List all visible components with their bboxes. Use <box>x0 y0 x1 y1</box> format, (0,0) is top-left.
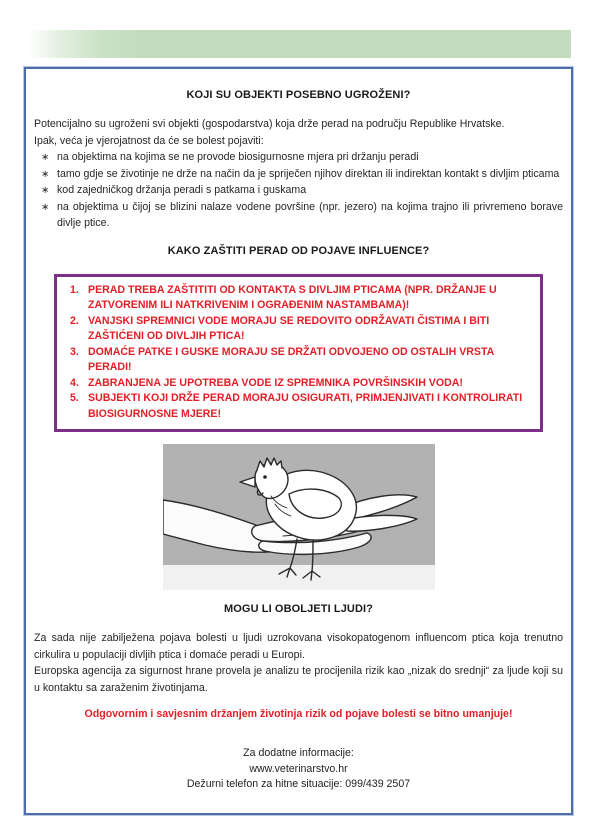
bullet-text: kod zajedničkog držanja peradi s patkama i guskama <box>57 184 307 196</box>
asterisk-bullet-icon: ∗ <box>41 152 50 163</box>
protection-rule-item <box>61 314 532 345</box>
bullet-item <box>34 166 563 183</box>
contact-info-label: Za dodatne informacije: <box>243 747 354 759</box>
contact-info <box>34 746 563 793</box>
bullet-text: tamo gdje se životinje ne drže na način da je spriječen njihov direktan ili indirektan kontakt s divljim pticama <box>57 167 560 180</box>
section-title-threats: KOJI SU OBJEKTI POSEBNO UGROŽENI? <box>186 89 411 101</box>
rule-text: ZABRANJENA JE UPOTREBA VODE IZ SPREMNIKA POVRŠINSKIH VODA! <box>88 376 463 389</box>
protection-rule-item <box>61 391 532 422</box>
protection-rule-item <box>61 345 532 376</box>
bullet-item <box>34 199 563 232</box>
rule-text: VANJSKI SPREMNICI VODE MORAJU SE REDOVITO ODRŽAVATI ČISTIMA I BITI ZAŠTIĆENI OD DIVLJIH PTICA! <box>88 314 490 342</box>
chicken-drawing-svg <box>163 444 435 590</box>
website-text: www.veterinarstvo.hr <box>249 762 348 775</box>
asterisk-bullet-icon: ∗ <box>41 201 50 213</box>
hand-holding-chicken-illustration <box>163 444 435 590</box>
protection-rule-item <box>61 283 532 314</box>
bullet-text: na objektima na kojima se ne provode biosigurnosne mjera pri držanju peradi <box>57 151 419 163</box>
intro-line-2: Ipak, veća je vjerojatnost da će se bolest pojaviti: <box>34 134 264 147</box>
threat-bullet-list <box>34 149 563 232</box>
rule-text: DOMAĆE PATKE I GUSKE MORAJU SE DRŽATI ODVOJENO OD OSTALIH VRSTA PERADI! <box>88 345 494 373</box>
rule-number: 3. <box>70 345 79 358</box>
intro-line-1: Potencijalno su ugroženi svi objekti (gospodarstva) koja drže perad na području Republike Hrvatske. <box>34 118 505 130</box>
rule-number: 2. <box>70 314 79 327</box>
humans-paragraph-2: Europska agencija za sigurnost hrane provela je analizu te procijenila rizik kao „nizak do srednji“ za ljude koji su u kontaktu sa zaraženim životinjama. <box>34 665 563 694</box>
asterisk-bullet-icon: ∗ <box>41 168 50 180</box>
rule-text: PERAD TREBA ZAŠTITITI OD KONTAKTA S DIVLJIM PTICAMA (NPR. DRŽANJE U ZATVORENIM ILI NATKRIVENIM I OGRAĐENIM NASTAMBAMA)! <box>88 283 497 311</box>
hotline-text: Dežurni telefon za hitne situacije: 099/439 2507 <box>186 778 411 790</box>
rule-text: SUBJEKTI KOJI DRŽE PERAD MORAJU OSIGURATI, PRIMJENJIVATI I KONTROLIRATI BIOSIGURNOSNE MJERE! <box>88 392 523 420</box>
rule-number: 5. <box>70 392 79 404</box>
responsibility-warning: Odgovornim i savjesnim držanjem životinja rizik od pojave bolesti se bitno umanjuje! <box>84 708 513 720</box>
asterisk-bullet-icon: ∗ <box>41 185 50 196</box>
protection-rule-item <box>61 376 532 392</box>
humans-paragraph-1: Za sada nije zabilježena pojava bolesti u ljudi uzrokovana visokopatogenom influencom ptica koja trenutno cirkulira u populaciji divljih ptica i domaće peradi u Europi. <box>34 632 563 661</box>
intro-paragraph <box>34 116 563 149</box>
section-title-protection: KAKO ZAŠTITI PERAD OD POJAVE INFLUENCE? <box>167 244 430 257</box>
document-frame <box>24 67 573 815</box>
top-accent-bar <box>28 30 571 58</box>
bullet-text: na objektima u čijoj se blizini nalaze vodene površine (npr. jezero) na kojima trajno ili privremeno borave divlje ptice. <box>57 200 563 229</box>
protection-rules-box <box>54 274 543 433</box>
humans-paragraphs <box>34 630 563 696</box>
rule-number: 1. <box>70 283 79 296</box>
section-title-humans: MOGU LI OBOLJETI LJUDI? <box>224 603 373 615</box>
rule-number: 4. <box>70 376 79 389</box>
bullet-item <box>34 182 563 199</box>
bullet-item <box>34 149 563 166</box>
